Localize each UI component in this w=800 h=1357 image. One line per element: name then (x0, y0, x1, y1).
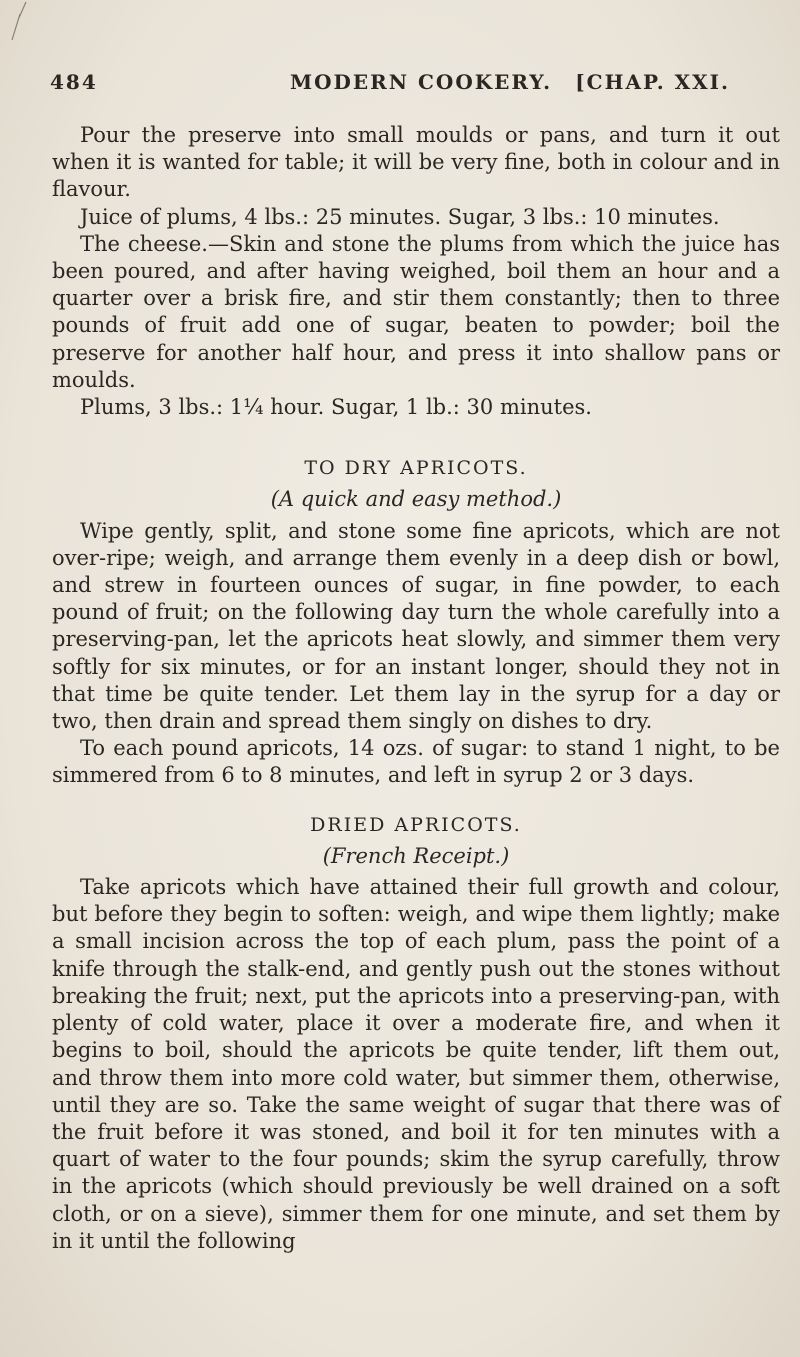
section-subtitle-dried-apricots: (French Receipt.) (322, 843, 510, 868)
chapter-label: [CHAP. XXI. (575, 70, 730, 94)
plum-juice-timing: Juice of plums, 4 lbs.: 25 minutes. Sugar, 3 lbs.: 10 minutes. (80, 204, 720, 229)
dry-apricots-proportions: To each pound apricots, 14 ozs. of sugar: to stand 1 night, to be simmered from 6 to 8 minutes, and left in syrup 2 or 3 days. (52, 736, 780, 788)
section-title-dry-apricots: TO DRY APRICOTS. (304, 457, 528, 480)
pencil-mark (6, 0, 30, 60)
section-title-dried-apricots: DRIED APRICOTS. (310, 813, 522, 836)
dried-apricots-method: Take apricots which have attained their full growth and colour, but before they begin to soften: weigh, and wipe them lightly; make a small incision across the top of each plum, pass the point of a knife through the stalk-end, and gently push out the stones without breaking the fruit; next, put the apricots into a preserving-pan, with plenty of cold water, place it over a moderate fire, and when it begins to boil, should the apricots be quite tender, lift them out, and throw them into more cold water, but simmer them, otherwise, until they are so. Take the same weight of sugar that there was of the fruit before it was stoned, and boil it for ten minutes with a quart of water to the four pounds; skim the syrup carefully, throw in the apricots (which should previously be well drained on a soft cloth, or on a sieve), simmer them for one minute, and set them by in it until the following (52, 875, 780, 1253)
plum-cheese-timing: Plums, 3 lbs.: 1¼ hour. Sugar, 1 lb.: 30 minutes. (80, 395, 592, 420)
page-body (52, 122, 780, 1255)
dry-apricots-method: Wipe gently, split, and stone some fine apricots, which are not over-ripe; weigh, and arrange them evenly in a deep dish or bowl, and strew in fourteen ounces of sugar, in fine powder, to each pound of fruit; on the following day turn the whole carefully into a preserving-pan, let the apricots heat slowly, and simmer them very softly for six minutes, or for an instant longer, should they not in that time be quite tender. Let them lay in the syrup for a day or two, then drain and spread them singly on dishes to dry. (52, 518, 780, 734)
plum-cheese-paragraph: Pour the preserve into small moulds or pans, and turn it out when it is wanted for table; it will be very fine, both in colour and in flavour. (52, 123, 780, 202)
page-number: 484 (50, 70, 98, 94)
running-head (50, 70, 770, 106)
section-subtitle-dry-apricots: (A quick and easy method.) (270, 487, 562, 512)
plum-cheese-method: The cheese.—Skin and stone the plums from which the juice has been poured, and after having weighed, boil them an hour and a quarter over a brisk fire, and stir them constantly; then to three pounds of fruit add one of sugar, beaten to powder; boil the preserve for another half hour, and press it into shallow pans or moulds. (52, 231, 780, 392)
book-title: MODERN COOKERY. (290, 70, 553, 94)
